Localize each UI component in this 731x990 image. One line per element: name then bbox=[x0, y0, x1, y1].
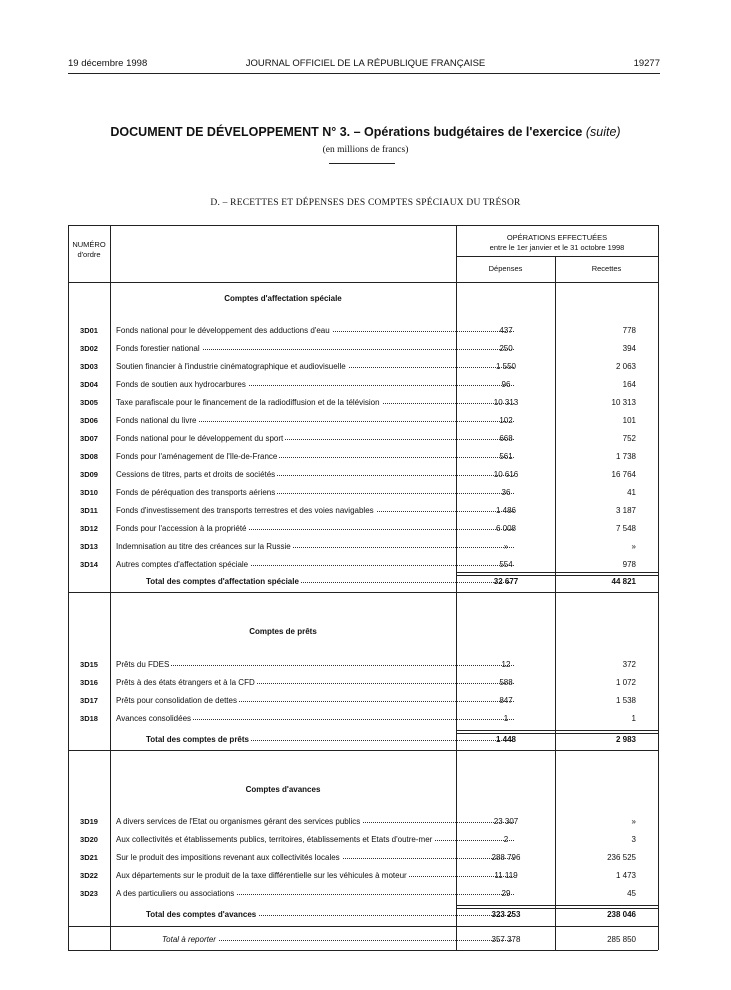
row-code: 3D19 bbox=[80, 817, 98, 826]
row-code: 3D17 bbox=[80, 696, 98, 705]
group-title: Comptes d'avances bbox=[245, 785, 321, 794]
row-depenses: 96 bbox=[501, 380, 511, 389]
table-row bbox=[68, 660, 658, 674]
table-row bbox=[68, 344, 658, 358]
row-depenses: 1 550 bbox=[495, 362, 517, 371]
table-row bbox=[68, 871, 658, 885]
row-depenses: 668 bbox=[499, 434, 513, 443]
row-label: Fonds national pour le développement du sport bbox=[116, 434, 514, 443]
row-label: Fonds national du livre bbox=[116, 416, 514, 425]
header-page-number: 19277 bbox=[633, 58, 660, 69]
table-row bbox=[68, 714, 658, 728]
row-recettes: 10 313 bbox=[611, 398, 636, 407]
row-depenses: 288 796 bbox=[491, 853, 521, 862]
header-rule bbox=[68, 73, 660, 74]
row-label: Taxe parafiscale pour le financement de la radiodiffusion et de la télévision bbox=[116, 398, 514, 407]
row-label: A divers services de l'Etat ou organismes gérant des services publics bbox=[116, 817, 514, 826]
row-recettes: 3 187 bbox=[615, 506, 636, 515]
row-depenses: 847 bbox=[499, 696, 513, 705]
group-title: Comptes d'affectation spéciale bbox=[224, 294, 342, 303]
table-row bbox=[68, 488, 658, 502]
row-depenses: 11 119 bbox=[494, 871, 518, 880]
row-code: 3D03 bbox=[80, 362, 98, 371]
row-recettes: 752 bbox=[622, 434, 636, 443]
row-depenses: » bbox=[503, 542, 509, 551]
table-row bbox=[68, 696, 658, 710]
row-code: 3D14 bbox=[80, 560, 98, 569]
row-label: Soutien financier à l'industrie cinématographique et audiovisuelle bbox=[116, 362, 514, 371]
row-recettes: 236 525 bbox=[607, 853, 636, 862]
row-code: 3D15 bbox=[80, 660, 98, 669]
row-code: 3D05 bbox=[80, 398, 98, 407]
row-recettes: 978 bbox=[622, 560, 636, 569]
group-separator bbox=[68, 592, 658, 593]
header-bottom-rule bbox=[68, 282, 658, 283]
row-label: Fonds forestier national bbox=[116, 344, 514, 353]
table-row bbox=[68, 506, 658, 520]
row-code: 3D12 bbox=[80, 524, 98, 533]
row-code: 3D02 bbox=[80, 344, 98, 353]
table-row bbox=[68, 416, 658, 430]
row-recettes: 7 548 bbox=[615, 524, 636, 533]
row-depenses: 561 bbox=[499, 452, 513, 461]
table-row bbox=[68, 835, 658, 849]
row-recettes: 2 063 bbox=[615, 362, 636, 371]
table-row bbox=[68, 678, 658, 692]
row-depenses: 10 313 bbox=[493, 398, 519, 407]
row-depenses: 437 bbox=[499, 326, 513, 335]
row-label: Sur le produit des impositions revenant aux collectivités locales bbox=[116, 853, 514, 862]
table-row bbox=[68, 326, 658, 340]
row-code: 3D04 bbox=[80, 380, 98, 389]
row-recettes: 3 bbox=[631, 835, 636, 844]
table-row bbox=[68, 362, 658, 376]
row-code: 3D21 bbox=[80, 853, 98, 862]
row-depenses: 2 bbox=[503, 835, 509, 844]
total-row: Total des comptes de prêts 1 448 2 983 bbox=[146, 735, 636, 744]
ops-header-divider bbox=[456, 256, 658, 257]
total-rule bbox=[456, 730, 658, 734]
row-depenses: 10 616 bbox=[493, 470, 519, 479]
col-numero-header: NUMÉRO d'ordre bbox=[72, 240, 106, 259]
row-label: Cessions de titres, parts et droits de sociétés bbox=[116, 470, 514, 479]
row-code: 3D23 bbox=[80, 889, 98, 898]
row-label: Avances consolidées bbox=[116, 714, 514, 723]
table-row bbox=[68, 853, 658, 867]
row-label: Fonds pour l'accession à la propriété bbox=[116, 524, 514, 533]
final-total-row: Total à reporter 357 378 285 850 bbox=[162, 935, 636, 944]
row-depenses: 250 bbox=[499, 344, 513, 353]
row-label: Fonds d'investissement des transports terrestres et des voies navigables bbox=[116, 506, 514, 515]
row-label: Fonds pour l'aménagement de l'Ile-de-France bbox=[116, 452, 514, 461]
title-rule bbox=[329, 163, 395, 164]
row-recettes: 45 bbox=[627, 889, 636, 898]
row-recettes: 101 bbox=[622, 416, 636, 425]
row-depenses: 554 bbox=[499, 560, 513, 569]
table-row bbox=[68, 817, 658, 831]
group-separator bbox=[68, 750, 658, 751]
table-row bbox=[68, 398, 658, 412]
table-top-border bbox=[68, 225, 658, 226]
row-label: Prêts à des états étrangers et à la CFD bbox=[116, 678, 514, 687]
header-date: 19 décembre 1998 bbox=[68, 58, 148, 69]
group-separator bbox=[68, 926, 658, 927]
total-row: Total des comptes d'affectation spéciale 32 677 44 821 bbox=[146, 577, 636, 586]
row-recettes: 16 764 bbox=[611, 470, 636, 479]
row-depenses: 23 307 bbox=[493, 817, 519, 826]
row-depenses: 36 bbox=[501, 488, 511, 497]
row-label: A des particuliers ou associations bbox=[116, 889, 514, 898]
row-depenses: 1 bbox=[503, 714, 509, 723]
row-recettes: 164 bbox=[622, 380, 636, 389]
row-depenses: 12 bbox=[501, 660, 511, 669]
row-depenses: 102 bbox=[499, 416, 513, 425]
col-depenses-header: Dépenses bbox=[488, 264, 523, 273]
table-row bbox=[68, 470, 658, 484]
row-label: Fonds national pour le développement des adductions d'eau bbox=[116, 326, 514, 335]
row-recettes: 1 538 bbox=[615, 696, 636, 705]
row-code: 3D08 bbox=[80, 452, 98, 461]
row-recettes: 1 738 bbox=[615, 452, 636, 461]
row-code: 3D10 bbox=[80, 488, 98, 497]
total-rule bbox=[456, 572, 658, 576]
total-rule bbox=[456, 905, 658, 909]
table-row bbox=[68, 434, 658, 448]
row-code: 3D13 bbox=[80, 542, 98, 551]
header-journal: JOURNAL OFFICIEL DE LA RÉPUBLIQUE FRANÇAISE bbox=[245, 58, 486, 69]
row-depenses: 29 bbox=[501, 889, 511, 898]
row-code: 3D06 bbox=[80, 416, 98, 425]
row-code: 3D01 bbox=[80, 326, 98, 335]
col-recettes-header: Recettes bbox=[591, 264, 622, 273]
row-recettes: 1 473 bbox=[615, 871, 636, 880]
row-code: 3D20 bbox=[80, 835, 98, 844]
row-code: 3D11 bbox=[80, 506, 98, 515]
group-title: Comptes de prêts bbox=[249, 627, 317, 636]
table-row bbox=[68, 889, 658, 903]
row-recettes: » bbox=[631, 542, 636, 551]
row-depenses: 6 008 bbox=[495, 524, 517, 533]
row-label: Autres comptes d'affectation spéciale bbox=[116, 560, 514, 569]
row-recettes: 41 bbox=[627, 488, 636, 497]
row-label: Prêts pour consolidation de dettes bbox=[116, 696, 514, 705]
row-recettes: » bbox=[631, 817, 636, 826]
total-row: Total des comptes d'avances 323 253 238 046 bbox=[146, 910, 636, 919]
row-code: 3D09 bbox=[80, 470, 98, 479]
row-label: Aux départements sur le produit de la taxe différentielle sur les véhicules à moteur bbox=[116, 871, 514, 880]
table-right-border bbox=[658, 225, 659, 950]
row-recettes: 1 bbox=[631, 714, 636, 723]
row-label: Indemnisation au titre des créances sur la Russie bbox=[116, 542, 514, 551]
table-row bbox=[68, 452, 658, 466]
row-code: 3D18 bbox=[80, 714, 98, 723]
row-recettes: 394 bbox=[622, 344, 636, 353]
table-row bbox=[68, 542, 658, 556]
row-label: Prêts du FDES bbox=[116, 660, 514, 669]
row-code: 3D07 bbox=[80, 434, 98, 443]
row-depenses: 588 bbox=[499, 678, 513, 687]
row-label: Aux collectivités et établissements publics, territoires, établissements et Etats d'outre-mer bbox=[116, 835, 514, 844]
units-note: (en millions de francs) bbox=[322, 145, 409, 155]
table-row bbox=[68, 524, 658, 538]
table-row bbox=[68, 380, 658, 394]
row-recettes: 1 072 bbox=[615, 678, 636, 687]
section-title: D. – RECETTES ET DÉPENSES DES COMPTES SPÉCIAUX DU TRÉSOR bbox=[210, 198, 521, 208]
ops-header: OPÉRATIONS EFFECTUÉES entre le 1er janvier et le 31 octobre 1998 bbox=[489, 233, 625, 252]
row-label: Fonds de soutien aux hydrocarbures bbox=[116, 380, 514, 389]
row-code: 3D22 bbox=[80, 871, 98, 880]
table-bottom-border bbox=[68, 950, 658, 951]
row-recettes: 372 bbox=[622, 660, 636, 669]
row-label: Fonds de péréquation des transports aériens bbox=[116, 488, 514, 497]
row-recettes: 778 bbox=[622, 326, 636, 335]
row-code: 3D16 bbox=[80, 678, 98, 687]
document-title: DOCUMENT DE DÉVELOPPEMENT N° 3. – Opérations budgétaires de l'exercice (suite) bbox=[110, 125, 621, 139]
row-depenses: 1 486 bbox=[495, 506, 517, 515]
